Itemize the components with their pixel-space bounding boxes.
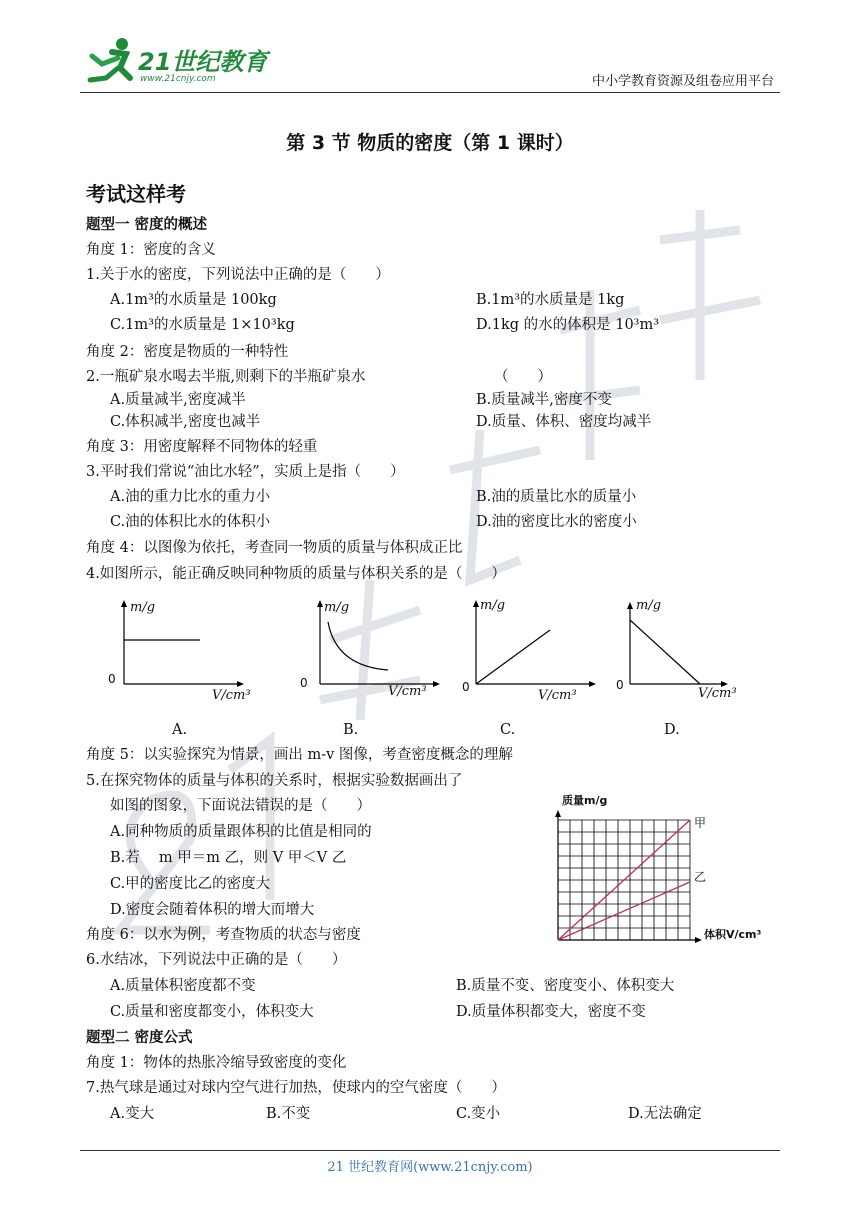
logo <box>82 34 272 90</box>
q4-label-d: D. <box>664 722 680 738</box>
graph-c-zero: 0 <box>462 680 470 694</box>
q7-option-b[interactable]: B.不变 <box>266 1106 311 1122</box>
q4-graph-b[interactable] <box>296 596 456 706</box>
q6-option-b[interactable]: B.质量不变、密度变小、体积变大 <box>456 978 675 994</box>
angle-4: 角度 4：以图像为依托，考查同一物质的质量与体积成正比 <box>86 540 463 556</box>
q2-paren: （ ） <box>494 369 552 385</box>
logo-url: www.21cnjy.com <box>140 74 216 84</box>
q5-option-c[interactable]: C.甲的密度比乙的密度大 <box>110 876 271 892</box>
q7-option-c[interactable]: C.变小 <box>456 1106 501 1122</box>
q6-stem: 6.水结冰，下列说法中正确的是（ ） <box>86 952 347 968</box>
q7-stem: 7.热气球是通过对球内空气进行加热，使球内的空气密度（ ） <box>86 1080 506 1096</box>
graph-a-ylabel: m/g <box>130 600 156 615</box>
q2-option-a[interactable]: A.质量减半,密度减半 <box>110 392 246 408</box>
q3-option-a[interactable]: A.油的重力比水的重力小 <box>110 489 271 505</box>
graph-b-curve <box>328 622 388 670</box>
q1-option-b[interactable]: B.1m³的水质量是 1kg <box>476 292 625 308</box>
graph-c-ylabel: m/g <box>480 598 506 613</box>
q2-option-d[interactable]: D.质量、体积、密度均减半 <box>476 414 652 430</box>
graph-a-xlabel: V/cm³ <box>212 688 251 703</box>
q3-option-c[interactable]: C.油的体积比水的体积小 <box>110 514 271 530</box>
angle-6: 角度 6：以水为例，考查物质的状态与密度 <box>86 927 361 943</box>
q5-x-label: 体积V/cm³ <box>704 928 762 941</box>
q4-graph-a[interactable] <box>100 596 260 706</box>
platform-name: 中小学教育资源及组卷应用平台 <box>591 74 774 89</box>
q6-option-a[interactable]: A.质量体积密度都不变 <box>110 978 256 994</box>
graph-d-xlabel: V/cm³ <box>698 686 737 701</box>
q4-label-b: B. <box>343 722 359 738</box>
q4-label-a: A. <box>172 722 188 738</box>
q4-stem: 4.如图所示，能正确反映同种物质的质量与体积关系的是（ ） <box>86 566 506 582</box>
section-heading: 考试这样考 <box>86 182 186 206</box>
q5-option-a[interactable]: A.同种物质的质量跟体积的比值是相同的 <box>110 824 372 840</box>
q4-graph-c[interactable] <box>458 592 618 707</box>
graph-a-zero: 0 <box>108 672 116 686</box>
q4-label-c: C. <box>500 722 516 738</box>
graph-d-line <box>630 620 700 684</box>
q4-graph-d[interactable] <box>614 594 774 706</box>
q1-option-c[interactable]: C.1m³的水质量是 1×10³kg <box>110 317 295 333</box>
graph-b-zero: 0 <box>300 676 308 690</box>
type1-heading: 题型一 密度的概述 <box>86 217 208 233</box>
q5-stem-2: 如图的图象，下面说法错误的是（ ） <box>110 798 371 814</box>
angle-5: 角度 5：以实验探究为情景，画出 m-v 图像，考查密度概念的理解 <box>86 747 513 763</box>
page-title: 第 3 节 物质的密度（第 1 课时） <box>286 132 574 154</box>
q7-option-a[interactable]: A.变大 <box>110 1106 155 1122</box>
graph-d-zero: 0 <box>616 678 624 692</box>
graph-b-xlabel: V/cm³ <box>388 684 427 699</box>
q2-stem: 2.一瓶矿泉水喝去半瓶,则剩下的半瓶矿泉水 <box>86 369 366 385</box>
q6-option-c[interactable]: C.质量和密度都变小，体积变大 <box>110 1004 314 1020</box>
logo-text: 21世纪教育 <box>138 48 268 76</box>
q5-y-label: 质量m/g <box>562 794 608 807</box>
q1-option-d[interactable]: D.1kg 的水的体积是 10³m³ <box>476 317 660 333</box>
q5-option-d[interactable]: D.密度会随着体积的增大而增大 <box>110 902 315 918</box>
q3-option-d[interactable]: D.油的密度比水的密度小 <box>476 514 637 530</box>
angle-1: 角度 1：密度的含义 <box>86 242 216 258</box>
q5-line-a-label: 甲 <box>694 816 707 830</box>
graph-c-xlabel: V/cm³ <box>538 688 577 703</box>
type2-angle-1: 角度 1：物体的热胀冷缩导致密度的变化 <box>86 1055 347 1071</box>
runner-icon <box>82 34 142 90</box>
q3-option-b[interactable]: B.油的质量比水的质量小 <box>476 489 637 505</box>
q6-option-d[interactable]: D.质量体积都变大，密度不变 <box>456 1004 646 1020</box>
q3-stem: 3.平时我们常说“油比水轻”，实质上是指（ ） <box>86 464 405 480</box>
graph-d-ylabel: m/g <box>636 598 662 613</box>
q5-option-b[interactable]: B.若 m 甲＝m 乙，则 V 甲＜V 乙 <box>110 850 347 866</box>
q1-stem: 1.关于水的密度，下列说法中正确的是（ ） <box>86 267 390 283</box>
footer-divider <box>80 1150 780 1151</box>
q2-option-b[interactable]: B.质量减半,密度不变 <box>476 392 612 408</box>
footer-link[interactable]: 21 世纪教育网(www.21cnjy.com) <box>327 1160 533 1175</box>
q5-line-b <box>558 882 690 940</box>
q5-stem-1: 5.在探究物体的质量与体积的关系时，根据实验数据画出了 <box>86 773 463 789</box>
angle-3: 角度 3：用密度解释不同物体的轻重 <box>86 439 318 455</box>
graph-b-ylabel: m/g <box>324 600 350 615</box>
q5-line-b-label: 乙 <box>694 870 707 884</box>
q1-option-a[interactable]: A.1m³的水质量是 100kg <box>110 292 277 308</box>
type2-heading: 题型二 密度公式 <box>86 1030 193 1046</box>
graph-c-line <box>476 630 550 684</box>
graph-b-svg <box>296 596 456 706</box>
q2-option-c[interactable]: C.体积减半,密度也减半 <box>110 414 261 430</box>
angle-2: 角度 2：密度是物质的一种特性 <box>86 344 289 360</box>
header-divider <box>80 92 780 93</box>
q7-option-d[interactable]: D.无法确定 <box>628 1106 702 1122</box>
q5-graph <box>548 790 778 950</box>
